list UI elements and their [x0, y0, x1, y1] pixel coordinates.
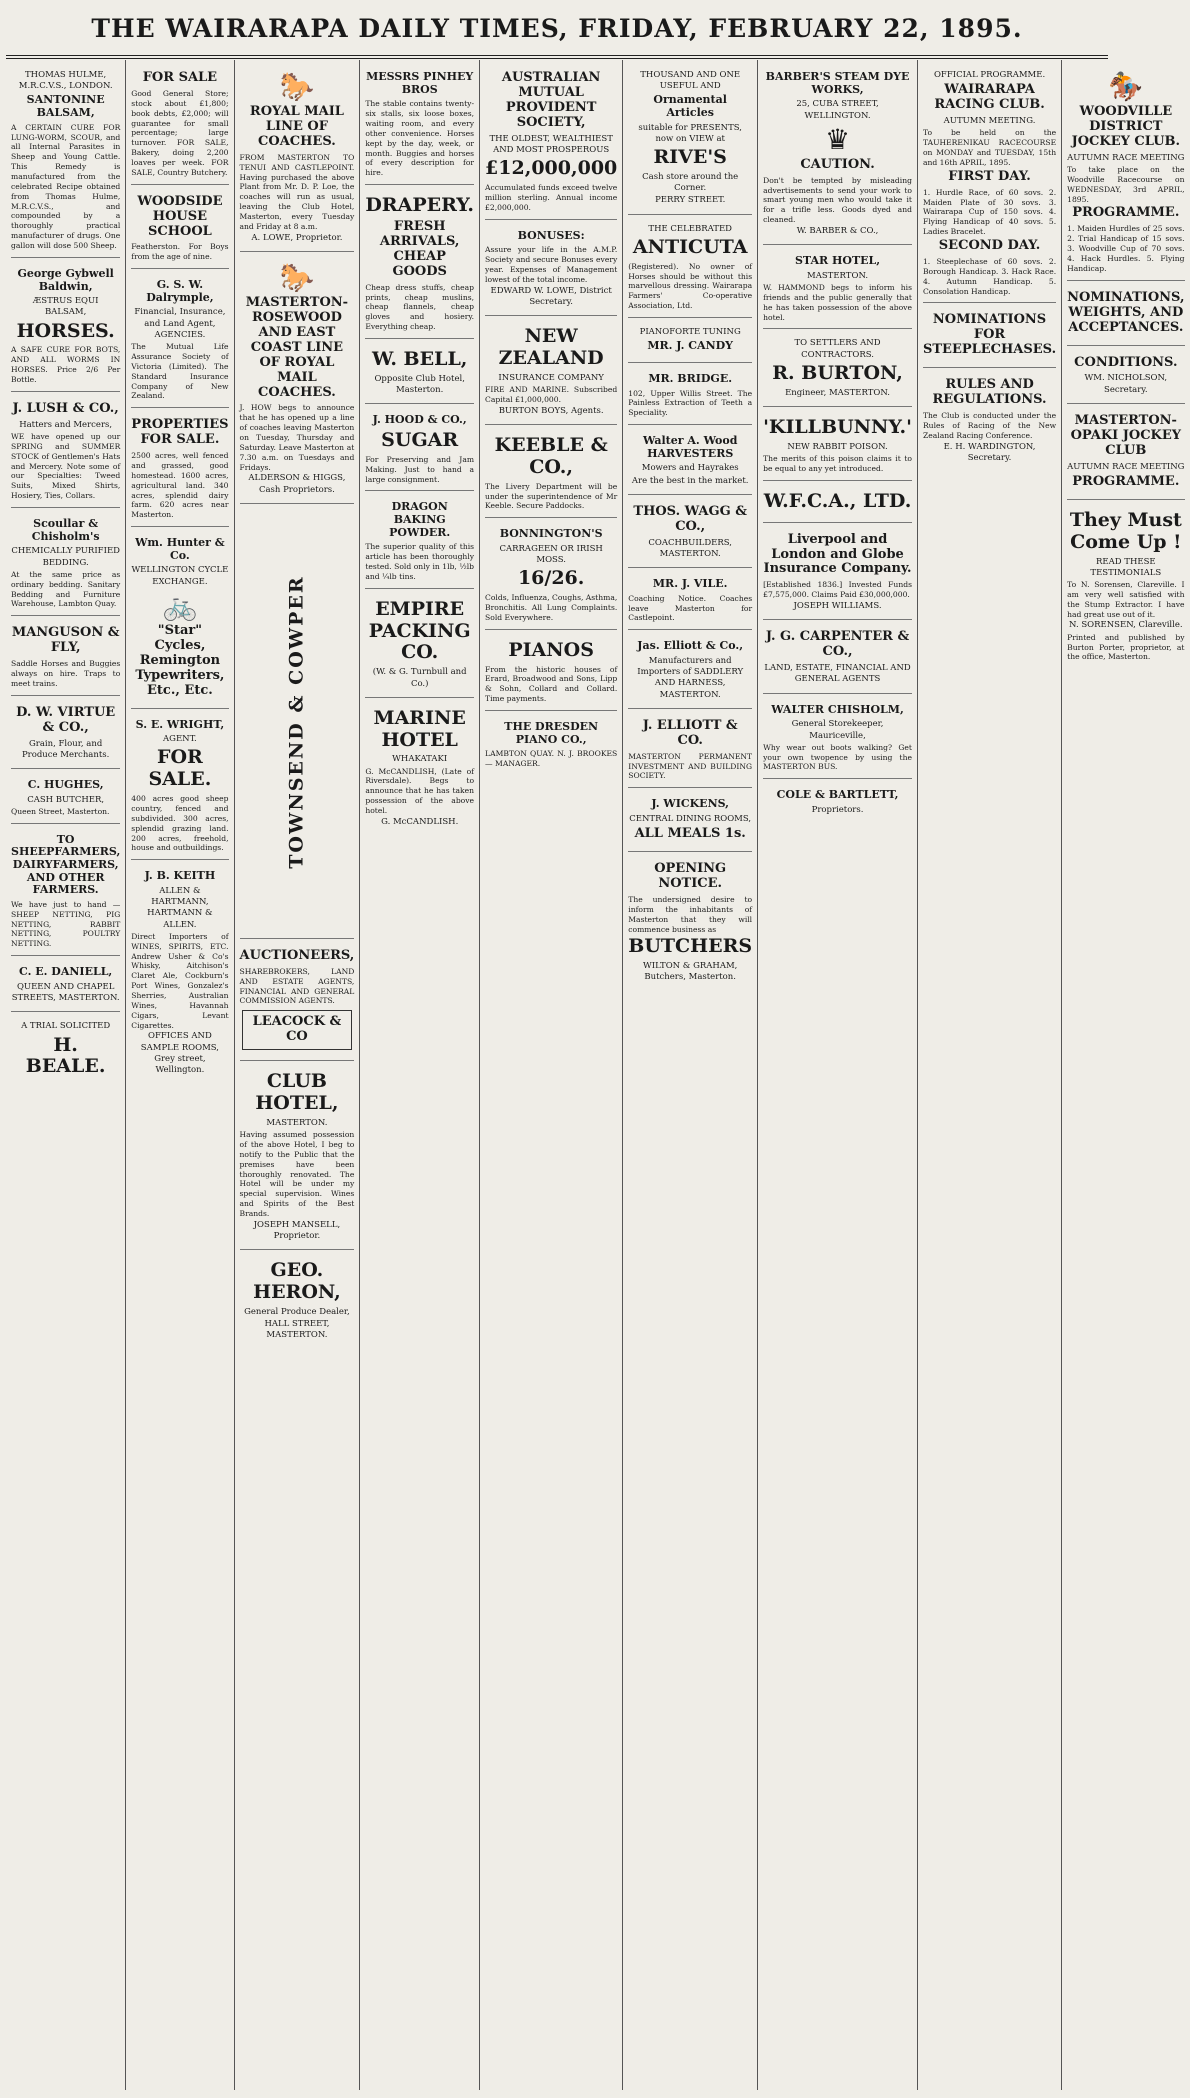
advert-heading: THE DRESDEN PIANO CO.,: [504, 720, 599, 746]
advert-star-hotel: [763, 248, 912, 329]
advert-body: 2500 acres, well fenced and grassed, good homestead. 1600 acres, agricultural land. 340 acres, splendid dairy farm. 620 acres near Masterton.: [131, 451, 229, 520]
advert-subheading: AUTUMN RACE MEETING: [1067, 152, 1185, 163]
advert-heading: FOR SALE: [142, 70, 218, 85]
advert-subheading: 25, CUBA STREET, WELLINGTON.: [796, 99, 879, 121]
advert-wickens: [628, 791, 752, 852]
advert-heading: J. WICKENS,: [651, 797, 730, 811]
advert-empire: [365, 592, 474, 698]
advert-heading: RIVE'S: [653, 146, 727, 169]
advert-keeble: [485, 428, 617, 518]
section-heading-programme: PROGRAMME.: [1072, 473, 1180, 489]
advert-carpenter: [763, 623, 912, 693]
advert-heading: S. E. WRIGHT,: [135, 717, 225, 731]
advert-subheading: Cash store around the Corner.: [642, 172, 739, 194]
advert-dragon: [365, 494, 474, 588]
advert-subheading: AUTUMN RACE MEETING: [1067, 461, 1185, 472]
advert-heading: NOMINATIONS, WEIGHTS, AND ACCEPTANCES.: [1067, 289, 1185, 335]
advert-subheading: WELLINGTON CYCLE EXCHANGE.: [131, 565, 229, 587]
advert-subheading: ALLEN & HARTMANN, HARTMANN & ALLEN.: [147, 885, 213, 930]
advert-heading: ANTICUTA: [632, 235, 748, 258]
advert-hughes: [11, 772, 120, 824]
advert-body: Accumulated funds exceed twelve million sterling. Annual income £2,000,000.: [485, 183, 618, 212]
imprint-text: Printed and published by Burton Porter, proprietor, at the office, Masterton.: [1067, 632, 1185, 662]
advert-sheepfarmers: [11, 827, 120, 957]
advert-body: J. HOW begs to announce that he has opened up a line of coaches leaving Masterton on Tuesday, Thursday and Saturday. Leave Masterton at 7.30 a.m. on Tuesdays and Fridays.: [239, 403, 355, 472]
advert-body: The stable contains twenty-six stalls, six loose boxes, waiting room, and every other convenience. Horses kept by the day, week, or month. Buggies and horses of every description for hire.: [365, 99, 475, 178]
advert-candy: [628, 321, 752, 363]
advert-subheading: THE CELEBRATED: [648, 223, 732, 234]
advert-marine-hotel: [365, 701, 474, 835]
advert-pinhey: [365, 64, 474, 185]
advert-dresden: [485, 714, 617, 775]
advert-body: FIRE AND MARINE. Subscribed Capital £1,000,000.: [485, 385, 618, 404]
advert-heading: MR. J. CANDY: [647, 339, 734, 353]
advert-heading: CLUB HOTEL,: [255, 1070, 339, 1115]
advert-woodside-school: [131, 188, 228, 270]
advert-vile: [628, 571, 752, 630]
advert-signature: EDWARD W. LOWE, District Secretary.: [490, 285, 612, 307]
advert-woodville-nominations: [1067, 284, 1184, 346]
advert-heading: J. ELLIOTT & CO.: [642, 717, 738, 748]
advert-keith: [131, 863, 228, 1083]
advert-signature: E. H. WARDINGTON, Secretary.: [943, 441, 1036, 463]
advert-headline: OPENING NOTICE.: [654, 861, 727, 892]
advert-body: For Preserving and Jam Making. Just to hand a large consignment.: [365, 454, 475, 484]
advert-body: SHAREBROKERS, LAND AND ESTATE AGENTS, FINANCIAL AND GENERAL COMMISSION AGENTS.: [239, 966, 355, 1006]
advert-body: WE have opened up our SPRING and SUMMER STOCK of Gentlemen's Hats and Mercery. Note some of our Specialties: Tweed Suits, Mixed Shirts, Hosiery, Ties, Collars.: [11, 432, 121, 501]
advert-killbunny: [763, 410, 912, 481]
advert-top-line: THOMAS HULME, M.R.C.V.S., LONDON.: [18, 70, 113, 92]
advert-heading: NEW ZEALAND: [498, 325, 604, 369]
advert-subheading: INSURANCE COMPANY: [498, 372, 604, 383]
advert-headline: CAUTION.: [800, 156, 875, 172]
advert-drapery: [365, 188, 474, 339]
advert-heading: D. W. VIRTUE & CO.,: [16, 704, 116, 735]
advert-opaki-jockey: [1067, 407, 1184, 500]
advert-body: The superior quality of this article has been thoroughly tested. Sold only in 1lb, ½lb and ¼lb tins.: [365, 542, 475, 581]
advert-must-come-up: [1067, 503, 1184, 668]
advert-heading: J. LUSH & CO.,: [12, 400, 119, 416]
advert-subheading: Financial, Insurance, and Land Agent, AGENCIES.: [134, 307, 226, 340]
advert-footer: PERRY STREET.: [655, 195, 726, 206]
advert-headline: HORSES.: [16, 319, 115, 342]
advert-heading: Jas. Elliott & Co.,: [637, 639, 744, 653]
advert-body: FROM MASTERTON TO TENUI AND CASTLEPOINT. Having purchased the above Plant from Mr. D. P. Loe, the coaches will run as usual, leaving the Club Hotel, Masterton, every Tuesday and Friday at 8 a.m.: [239, 152, 355, 231]
advert-body: To be held on the TAUHERENIKAU RACECOURSE on MONDAY and TUESDAY, 15th and 16th APRIL, 1895.: [922, 128, 1057, 167]
advert-heading: DRAPERY.: [365, 194, 475, 217]
vertical-advert-text: TOWNSEND & COWPER: [285, 575, 308, 870]
advert-subheading: ÆSTRUS EQUI BALSAM,: [32, 296, 99, 318]
advert-santonine: [11, 64, 120, 258]
advert-heading: KEEBLE & CO.,: [494, 433, 608, 478]
advert-manguson: [11, 619, 120, 695]
advert-body: The Club is conducted under the Rules of Racing of the New Zealand Racing Conference.: [922, 411, 1057, 440]
advert-heading: H. BEALE.: [25, 1033, 106, 1078]
column-9: [1062, 60, 1189, 2090]
advert-heading: CONDITIONS.: [1074, 354, 1178, 370]
advert-top-line: THOUSAND AND ONE USEFUL AND: [640, 70, 741, 92]
advert-subheading: AGENT.: [163, 734, 197, 745]
advert-heading: Scoullar & Chisholm's: [31, 517, 100, 543]
advert-headline: £12,000,000: [485, 157, 618, 180]
column-4: [360, 60, 480, 2090]
advert-subheading: THE OLDEST, WEALTHIEST AND MOST PROSPEROUS: [489, 133, 613, 155]
advert-properties: [131, 411, 228, 527]
section-heading-first-day: FIRST DAY.: [948, 168, 1031, 184]
advert-heading: MR. J. VILE.: [652, 577, 728, 591]
advert-subheading: A TRIAL SOLICITED: [21, 1021, 111, 1032]
advert-body: 400 acres good sheep country, fenced and subdivided. 300 acres, splendid grazing land. 200 acres, freehold, house and outbuildings.: [131, 794, 229, 853]
advert-liverpool-london: [763, 526, 912, 621]
advert-club-hotel: [240, 1064, 355, 1250]
advert-heading: GEO. HERON,: [253, 1259, 341, 1304]
column-3: [235, 60, 361, 2090]
section-heading-second-day: SECOND DAY.: [938, 237, 1041, 253]
masthead-rule: [6, 55, 1108, 56]
advert-heading: R. BURTON,: [772, 361, 903, 384]
advert-subheading: Grain, Flour, and Produce Merchants.: [21, 738, 110, 760]
advert-wagg: [628, 498, 752, 568]
advert-headline: 16/26.: [517, 567, 585, 590]
advert-woodville-jockey: [1067, 64, 1184, 281]
advert-jas-elliott: [628, 633, 752, 709]
advert-wfca: [763, 484, 912, 523]
advert-hood-sugar: [365, 407, 474, 491]
advert-body: The Livery Department will be under the superintendence of Mr Keeble. Secure Paddocks.: [485, 481, 618, 511]
advert-chisholm: [763, 697, 912, 780]
advert-body: Assure your life in the A.M.P. Society and secure Bonuses every year. Expenses of Management lowest of the total income.: [485, 245, 618, 284]
advert-body: A SAFE CURE FOR BOTS, AND ALL WORMS IN HORSES. Price 2/6 Per Bottle.: [11, 345, 121, 385]
advert-headline: "Star" Cycles, Remington Typewriters, Etc., Etc.: [135, 622, 225, 698]
race-list: 1. Maiden Hurdles of 25 sovs. 2. Trial Handicap of 15 sovs. 3. Woodville Cup of 70 sovs. 4. Hack Hurdles. 5. Flying Handicap.: [1067, 224, 1185, 273]
column-7: [758, 60, 918, 2090]
newspaper-title: THE WAIRARAPA DAILY TIMES, FRIDAY, FEBRUARY 22, 1895.: [91, 14, 1023, 43]
advert-heading: MASTERTON-OPAKI JOCKEY CLUB: [1070, 412, 1182, 458]
advert-heading: C. HUGHES,: [27, 777, 104, 791]
advert-body: Don't be tempted by misleading advertisements to send your work to smart young men who would take it for a trifle less. Goods dyed and cleaned.: [763, 175, 912, 225]
advert-body: The Mutual Life Assurance Society of Victoria (Limited). The Standard Insurance Company of New Zealand.: [131, 342, 229, 401]
advert-subheading: PIANOFORTE TUNING: [639, 327, 741, 338]
advert-body: We have just to hand — SHEEP NETTING, PIG NETTING, RABBIT NETTING, POULTRY NETTING.: [11, 899, 121, 949]
column-5: [480, 60, 623, 2090]
race-list-first-day: 1. Hurdle Race, of 60 sovs. 2. Maiden Plate of 30 sovs. 3. Wairarapa Cup of 150 sovs. 4. Flying Handicap of 40 sovs. 5. Ladies Bracelet.: [922, 187, 1057, 237]
column-1: [6, 60, 126, 2090]
advert-body: Direct Importers of WINES, SPIRITS, ETC. Andrew Usher & Co's Whisky, Aitchison's Claret Ale, Cockburn's Port Wines, Gonzalez's Sherries, Australian Wines, Havannah Cigars, Levant Cigarettes.: [131, 931, 229, 1030]
advert-bell: [365, 342, 474, 404]
advert-subheading: CARRAGEEN OR IRISH MOSS.: [499, 543, 603, 566]
bicycle-icon: 🚲: [162, 588, 198, 622]
advert-heading: 'KILLBUNNY.': [763, 415, 912, 438]
advert-heading: RULES AND REGULATIONS.: [932, 377, 1047, 408]
advert-body: Having assumed possession of the above Hotel, I beg to notify to the Public that the premises have been thoroughly renovated. The Hotel will be under my special supervision. Wines and Spirits of the Best Brands.: [239, 1130, 355, 1218]
advert-auctioneers: [240, 942, 355, 1061]
advert-headline: FRESH ARRIVALS, CHEAP GOODS: [379, 219, 460, 279]
advert-rules: [923, 371, 1056, 471]
advert-subheading: LAND, ESTATE, FINANCIAL AND GENERAL AGENTS: [764, 663, 911, 685]
advert-body: Colds, Influenza, Coughs, Asthma, Bronchitis. All Lung Complaints. Sold Everywhere.: [485, 593, 618, 622]
advert-subheading: NEW RABBIT POISON.: [787, 441, 888, 452]
advert-heading: G. S. W. Dalrymple,: [146, 278, 214, 304]
advert-heading: WAIRARAPA RACING CLUB.: [934, 82, 1045, 113]
advert-headline: ALL MEALS 1s.: [634, 826, 746, 842]
advert-baldwin: [11, 261, 120, 392]
advert-heading: W. BELL,: [371, 348, 468, 371]
page-columns: [6, 60, 1185, 2090]
advert-body: W. HAMMOND begs to inform his friends and the public generally that he has taken possession of the above hotel.: [763, 283, 912, 322]
advert-j-elliott: [628, 712, 752, 788]
advert-heading: BONNINGTON'S: [499, 527, 603, 541]
advert-subheading: Manufacturers and Importers of SADDLERY AND HARNESS, MASTERTON.: [637, 655, 744, 700]
advert-bonnington: [485, 521, 617, 630]
advert-subheading: Opposite Club Hotel, Masterton.: [374, 373, 465, 396]
advert-heading: WOODVILLE DISTRICT JOCKEY CLUB.: [1071, 104, 1181, 149]
advert-body: The merits of this poison claims it to be equal to any yet introduced.: [763, 454, 912, 473]
advert-body: MASTERTON PERMANENT INVESTMENT AND BUILDING SOCIETY.: [628, 751, 753, 781]
advert-heading: STAR HOTEL,: [794, 254, 881, 268]
stamp-badge: LEACOCK & CO: [242, 1010, 353, 1050]
advert-subheading: Proprietors.: [811, 804, 864, 815]
advert-rosewood-coaches: [240, 255, 355, 504]
advert-subheading: Mowers and Hayrakes: [641, 463, 739, 474]
advert-heading: Wm. Hunter & Co.: [135, 536, 225, 562]
advert-heading: BUTCHERS: [628, 935, 753, 958]
advert-body: Coaching Notice. Coaches leave Masterton for Castlepoint.: [628, 593, 753, 623]
advert-body: Good General Store; stock about £1,800; book debts, £2,000; will guarantee for small percentage; large turnover. FOR SALE, Bakery, doing 2,200 loaves per week. FOR SALE, Country Butchery.: [131, 88, 229, 177]
advert-footer: OFFICES AND SAMPLE ROOMS, Grey street, Wellington.: [140, 1031, 219, 1076]
advert-heading: WOODSIDE HOUSE SCHOOL: [137, 193, 223, 239]
advert-signature: WM. NICHOLSON, Secretary.: [1084, 373, 1168, 395]
advert-signature: ALDERSON & HIGGS, Cash Proprietors.: [248, 473, 346, 495]
advert-hunter: [131, 530, 228, 708]
advert-heading: PROPERTIES FOR SALE.: [131, 417, 229, 448]
horse-icon: 🏇: [1108, 70, 1144, 103]
advert-bridge: [628, 366, 752, 425]
advert-amp-society: [485, 64, 617, 220]
advert-subheading: CASH BUTCHER,: [27, 794, 105, 805]
advert-heading: MARINE HOTEL: [373, 706, 466, 751]
advert-signature: JOSEPH MANSELL, Proprietor.: [253, 1219, 341, 1242]
advert-body: Saddle Horses and Buggies always on hire. Traps to meet trains.: [11, 659, 121, 688]
advert-heading: MESSRS PINHEY BROS: [366, 70, 474, 96]
advert-virtue: [11, 699, 120, 769]
advert-heading: MR. BRIDGE.: [648, 371, 733, 385]
advert-rives: [628, 64, 752, 215]
advert-body: Cheap dress stuffs, cheap prints, cheap muslins, cheap flannels, cheap gloves and hosiery. Everything cheap.: [365, 282, 475, 332]
advert-body: Why wear out boots walking? Get your own twopence by using the MASTERTON BUS.: [763, 742, 912, 772]
advert-heading: W.F.C.A., LTD.: [763, 489, 912, 512]
column-8: [918, 60, 1062, 2090]
advert-body: To take place on the Woodville Racecourse on WEDNESDAY, 3rd APRIL, 1895.: [1067, 165, 1185, 204]
advert-heading: DRAGON BAKING POWDER.: [389, 500, 451, 539]
advert-daniell: [11, 959, 120, 1012]
advert-subheading: CHEMICALLY PURIFIED BEDDING.: [11, 546, 120, 568]
advert-body: 102, Upper Willis Street. The Painless Extraction of Teeth a Speciality.: [628, 388, 753, 418]
advert-heading: BONUSES:: [517, 228, 585, 242]
advert-signature: JOSEPH WILLIAMS.: [793, 601, 882, 612]
advert-subheading: General Storekeeper, Mauriceville,: [791, 719, 884, 741]
advert-townsend-cowper: [240, 507, 355, 939]
advert-wairarapa-racing: [923, 64, 1056, 303]
advert-heading: They Must Come Up !: [1069, 508, 1182, 553]
advert-wood-harvesters: [628, 428, 752, 495]
advert-bonuses: [485, 223, 617, 317]
advert-subheading: READ THESE TESTIMONIALS: [1090, 556, 1162, 578]
advert-conditions: [1067, 349, 1184, 404]
advert-body: At the same price as ordinary bedding. Sanitary Bedding and Furniture Warehouse, Lambton Quay.: [11, 569, 121, 609]
advert-heading: J. HOOD & CO.,: [372, 413, 467, 427]
advert-headline: TO SETTLERS AND CONTRACTORS.: [794, 338, 881, 360]
advert-heading: ROYAL MAIL LINE OF COACHES.: [249, 104, 344, 149]
masthead-rule-2: [6, 58, 1108, 59]
advert-heading: J. G. CARPENTER & CO.,: [765, 629, 910, 660]
advert-nominations: [923, 306, 1056, 368]
column-2: [126, 60, 234, 2090]
advert-subheading: General Produce Dealer,: [244, 1306, 350, 1317]
advert-heading: C. E. DANIELL,: [19, 965, 113, 979]
advert-heading: AUCTIONEERS,: [239, 947, 355, 963]
advert-royal-mail: [240, 64, 355, 252]
advert-subheading: AUTUMN MEETING.: [943, 116, 1036, 127]
advert-signature: A. LOWE, Proprietor.: [251, 232, 343, 243]
advert-heading: J. B. KEITH: [144, 869, 216, 883]
advert-heading: PIANOS: [508, 638, 594, 661]
advert-heading: THOS. WAGG & CO.,: [633, 503, 747, 534]
advert-lush: [11, 395, 120, 508]
advert-subheading: Hatters and Mercers,: [19, 419, 113, 430]
advert-signature: BURTON BOYS, Agents.: [498, 405, 604, 416]
advert-body: G. McCANDLISH, (Late of Riversdale). Begs to announce that he has taken possession of the above hotel.: [365, 766, 475, 816]
advert-body: suitable for PRESENTS, now on VIEW at: [638, 122, 742, 144]
column-6: [623, 60, 758, 2090]
advert-heading: EMPIRE PACKING CO.: [368, 597, 471, 664]
advert-heading: Liverpool and London and Globe Insurance Company.: [763, 531, 912, 577]
advert-barber-dye: [763, 64, 912, 245]
advert-beale: [11, 1015, 120, 1087]
advert-body: HALL STREET, MASTERTON.: [264, 1319, 330, 1341]
advert-nz-insurance: [485, 319, 617, 425]
coach-icon: 🐎: [279, 70, 315, 103]
advert-anticuta: [628, 218, 752, 318]
advert-signature: WILTON & GRAHAM, Butchers, Masterton.: [642, 961, 738, 983]
advert-heading: MASTERTON-ROSEWOOD AND EAST COAST LINE OF ROYAL MAIL COACHES.: [245, 294, 349, 400]
advert-subheading: Engineer, MASTERTON.: [785, 387, 890, 398]
advert-heading: George Gybwell Baldwin,: [17, 266, 114, 293]
advert-heading: COLE & BARTLETT,: [776, 788, 899, 802]
advert-body: Queen Street, Masterton.: [11, 806, 110, 816]
royal-crest-icon: ♛: [824, 122, 851, 156]
advert-headline: Ornamental Articles: [653, 93, 727, 120]
advert-signature: G. McCANDLISH.: [381, 816, 459, 827]
advert-cole-bartlett: [763, 782, 912, 823]
advert-body: Featherston. For Boys from the age of nine.: [131, 242, 229, 262]
advert-body: To N. Sorensen, Clareville. I am very well satisfied with the Stump Extractor. I have had great use out of it.: [1067, 579, 1185, 619]
advert-body: A CERTAIN CURE FOR LUNG-WORM, SCOUR, and all Internal Parasites in Sheep and Young Cattle. This Remedy is manufactured from the celebrated Recipe obtained from Thomas Hulme, M.R.C.V.S., and compounded by a thoroughly practical manufacturer of drugs. One gallon will dose 500 Sheep.: [11, 122, 121, 251]
advert-subheading: COACHBUILDERS, MASTERTON.: [648, 537, 732, 559]
advert-burton: [763, 332, 912, 407]
advert-body: The undersigned desire to inform the inhabitants of Masterton that they will commence business as: [628, 894, 753, 934]
advert-subheading: WHAKATAKI: [392, 754, 448, 765]
advert-body: [Established 1836.] Invested Funds £7,575,000. Claims Paid £30,000,000.: [763, 580, 912, 600]
advert-body: LAMBTON QUAY. N. J. BROOKES — MANAGER.: [485, 749, 618, 769]
advert-body: From the historic houses of Erard, Broadwood and Sons, Lipp & Sohn, Collard and Collard. Time payments.: [485, 664, 618, 704]
advert-headline: FOR SALE.: [148, 746, 212, 791]
advert-top-line: OFFICIAL PROGRAMME.: [933, 70, 1046, 80]
advert-subheading: MASTERTON.: [266, 1117, 328, 1128]
advert-subheading: MASTERTON.: [807, 270, 869, 281]
advert-pianos: [485, 633, 617, 711]
advert-heading: BARBER'S STEAM DYE WORKS,: [765, 70, 910, 96]
advert-signature: N. SORENSEN, Clareville.: [1069, 620, 1183, 631]
coach-icon: 🐎: [279, 260, 315, 294]
advert-for-sale-store: [131, 64, 228, 185]
advert-heading: SANTONINE BALSAM,: [26, 93, 105, 120]
advert-heading: NOMINATIONS FOR STEEPLECHASES.: [922, 312, 1057, 358]
advert-wright: [131, 712, 228, 861]
advert-signature: W. BARBER & CO.,: [796, 225, 879, 236]
advert-heading: TO SHEEPFARMERS, DAIRYFARMERS, AND OTHER FARMERS.: [11, 832, 121, 897]
section-heading-programme: PROGRAMME.: [1072, 205, 1180, 221]
advert-opening-notice: [628, 855, 752, 991]
advert-heading: MANGUSON & FLY,: [11, 625, 120, 656]
advert-subheading: (W. & G. Turnbull and Co.): [372, 667, 467, 689]
advert-subheading: QUEEN AND CHAPEL STREETS, MASTERTON.: [11, 981, 120, 1004]
advert-subheading: CENTRAL DINING ROOMS,: [629, 813, 752, 824]
advert-body: Are the best in the market.: [631, 475, 749, 486]
advert-body: (Registered). No owner of Horses should be without this marvellous dressing. Wairarapa Farmers' Co-operative Association, Ltd.: [628, 261, 753, 311]
masthead: [0, 0, 1114, 58]
advert-heading: Walter A. Wood HARVESTERS: [642, 434, 738, 460]
advert-heading: WALTER CHISHOLM,: [771, 702, 904, 716]
advert-heading: AUSTRALIAN MUTUAL PROVIDENT SOCIETY,: [501, 70, 601, 130]
race-list-second-day: 1. Steeplechase of 60 sovs. 2. Borough Handicap. 3. Hack Race. 4. Autumn Handicap. 5. Consolation Handicap.: [922, 256, 1057, 296]
advert-headline: SUGAR: [381, 428, 459, 451]
advert-scoullar: [11, 511, 120, 616]
advert-dalrymple: [131, 272, 228, 408]
advert-heron: [240, 1253, 355, 1348]
